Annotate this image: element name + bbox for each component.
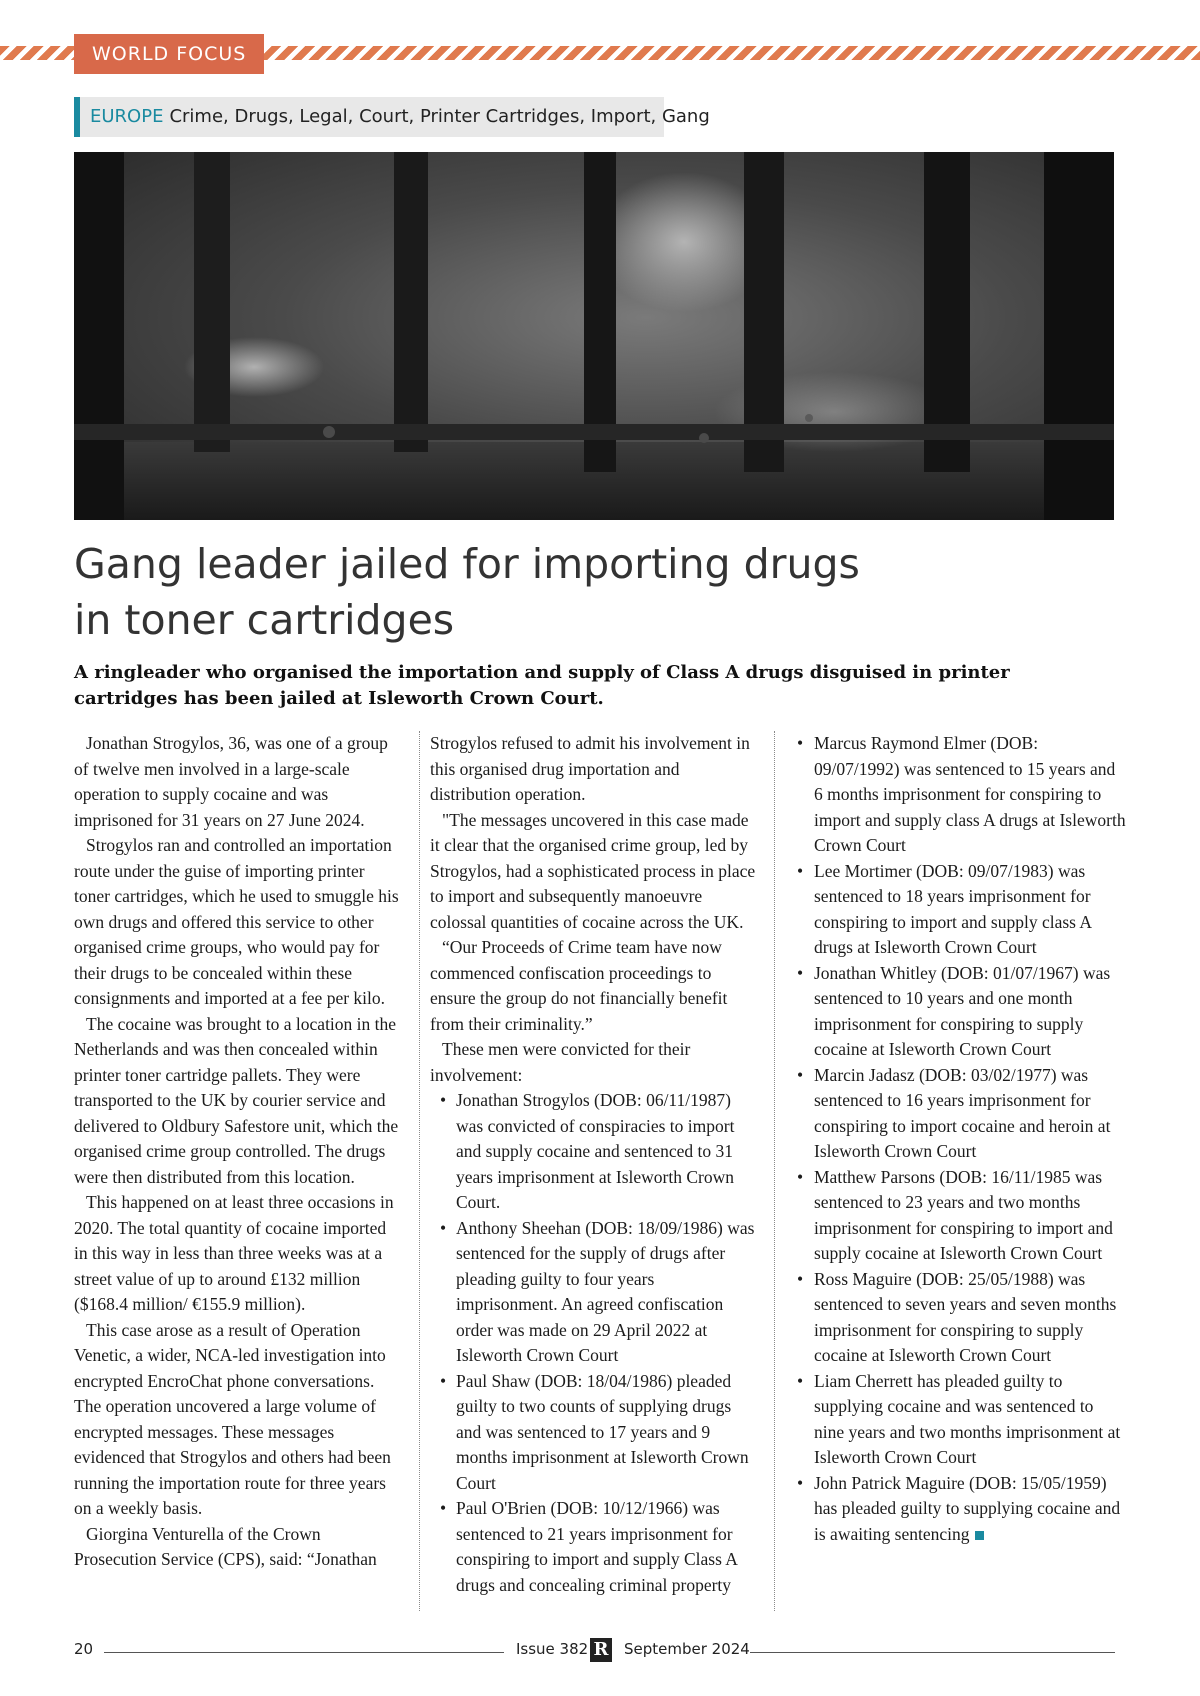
headline-line-2: in toner cartridges bbox=[74, 596, 455, 644]
paragraph: Giorgina Venturella of the Crown Prosecution Service (CPS), said: “Jonathan bbox=[74, 1523, 377, 1569]
list-item: • Paul Shaw (DOB: 18/04/1986) pleaded guilty to two counts of supplying drugs and was sentenced to 17 years and 9 months imprisonment at Isleworth Crown Court bbox=[430, 1369, 760, 1497]
paragraph: “Our Proceeds of Crime team have now commenced confiscation proceedings to ensure the group do not financially benefit from their criminality.” bbox=[430, 937, 728, 1034]
paragraph: The cocaine was brought to a location in the Netherlands and was then concealed within printer toner cartridge pallets. They were transported to the UK by courier service and delivered to Oldbury Safestore unit, which the organised crime group controlled. The drugs were then distributed from this location. bbox=[74, 1013, 399, 1187]
section-tag: WORLD FOCUS bbox=[74, 34, 264, 74]
paragraph: Jonathan Strogylos, 36, was one of a group of twelve men involved in a large-scale operation to supply cocaine and was imprisoned for 31 years on 27 June 2024. bbox=[74, 733, 388, 830]
column-divider bbox=[419, 731, 420, 1611]
paragraph: This happened on at least three occasions in 2020. The total quantity of cocaine imported in this way in less than three weeks was at a street value of up to around £132 million ($168.4 million/ €155.9 million). bbox=[74, 1192, 394, 1314]
prison-bars-photo bbox=[74, 152, 1114, 520]
column-divider bbox=[774, 731, 775, 1611]
issue-date: September 2024 bbox=[624, 1640, 750, 1658]
article-headline bbox=[74, 536, 1134, 648]
list-item: • Liam Cherrett has pleaded guilty to supplying cocaine and was sentenced to nine years and two months imprisonment at Isleworth Crown Court bbox=[797, 1369, 1127, 1471]
list-item: • Marcin Jadasz (DOB: 03/02/1977) was sentenced to 16 years imprisonment for conspiring to import cocaine and heroin at Isleworth Crown Court bbox=[797, 1063, 1127, 1165]
article-standfirst: A ringleader who organised the importation and supply of Class A drugs disguised in printer cartridges has been jailed at Isleworth Crown Court. bbox=[74, 662, 1010, 709]
headline-line-1: Gang leader jailed for importing drugs bbox=[74, 540, 860, 588]
convictions-list-continued bbox=[797, 731, 1127, 1547]
list-item: • Jonathan Whitley (DOB: 01/07/1967) was sentenced to 10 years and one month imprisonment for conspiring to supply cocaine at Isleworth Crown Court bbox=[797, 961, 1127, 1063]
article-column-1 bbox=[74, 731, 404, 1573]
category-bar bbox=[74, 97, 710, 137]
hero-image bbox=[74, 152, 1114, 520]
publication-logo: R bbox=[590, 1638, 612, 1662]
category-tags: Crime, Drugs, Legal, Court, Printer Cartridges, Import, Gang bbox=[169, 106, 710, 127]
list-item: • Lee Mortimer (DOB: 09/07/1983) was sentenced to 18 years imprisonment for conspiring to import and supply class A drugs at Isleworth Crown Court bbox=[797, 859, 1127, 961]
paragraph: These men were convicted for their involvement: bbox=[430, 1039, 691, 1085]
list-item: • Jonathan Strogylos (DOB: 06/11/1987) was convicted of conspiracies to import and supply cocaine and sentenced to 31 years imprisonment at Isleworth Crown Court. bbox=[430, 1088, 760, 1216]
category-region: EUROPE bbox=[90, 106, 164, 127]
list-item: • Anthony Sheehan (DOB: 18/09/1986) was sentenced for the supply of drugs after pleading guilty to four years imprisonment. An agreed confiscation order was made on 29 April 2022 at Isleworth Crown Court bbox=[430, 1216, 760, 1369]
paragraph: Strogylos ran and controlled an importation route under the guise of importing printer toner cartridges, which he used to smuggle his own drugs and offered this service to other organised crime groups, who would pay for their drugs to be concealed within these consignments and imported at a fee per kilo. bbox=[74, 835, 399, 1008]
footer-rule-left bbox=[104, 1652, 504, 1653]
list-item: • Marcus Raymond Elmer (DOB: 09/07/1992) was sentenced to 15 years and 6 months imprisonment for conspiring to import and supply class A drugs at Isleworth Crown Court bbox=[797, 731, 1127, 859]
page-number: 20 bbox=[74, 1640, 94, 1658]
convictions-list bbox=[430, 1088, 760, 1598]
paragraph: Strogylos refused to admit his involvement in this organised drug importation and distribution operation. bbox=[430, 733, 750, 804]
paragraph: "The messages uncovered in this case made it clear that the organised crime group, led by Strogylos, had a sophisticated process in place to import and subsequently manoeuvre colossal quantities of cocaine across the UK. bbox=[430, 809, 756, 932]
end-mark-icon bbox=[975, 1531, 984, 1540]
list-item: • Paul O'Brien (DOB: 10/12/1966) was sentenced to 21 years imprisonment for conspiring to import and supply Class A drugs and concealing criminal property bbox=[430, 1496, 760, 1598]
article-column-2 bbox=[430, 731, 760, 1598]
article-column-3 bbox=[797, 731, 1127, 1547]
paragraph: This case arose as a result of Operation Venetic, a wider, NCA-led investigation into encrypted EncroChat phone conversations. The operation uncovered a large volume of encrypted messages. These messages evidenced that Strogylos and others had been running the importation route for three years on a weekly basis. bbox=[74, 1319, 391, 1518]
list-item-last bbox=[797, 1471, 1127, 1548]
issue-number: Issue 382 bbox=[516, 1640, 589, 1658]
list-item-text: John Patrick Maguire (DOB: 15/05/1959) has pleaded guilty to supplying cocaine and is awaiting sentencing bbox=[814, 1472, 1121, 1544]
footer-rule-right bbox=[750, 1652, 1115, 1653]
list-item: • Ross Maguire (DOB: 25/05/1988) was sentenced to seven years and seven months imprisonment for conspiring to supply cocaine at Isleworth Crown Court bbox=[797, 1267, 1127, 1369]
list-item: • Matthew Parsons (DOB: 16/11/1985 was sentenced to 23 years and two months imprisonment for conspiring to import and supply cocaine at Isleworth Crown Court bbox=[797, 1165, 1127, 1267]
